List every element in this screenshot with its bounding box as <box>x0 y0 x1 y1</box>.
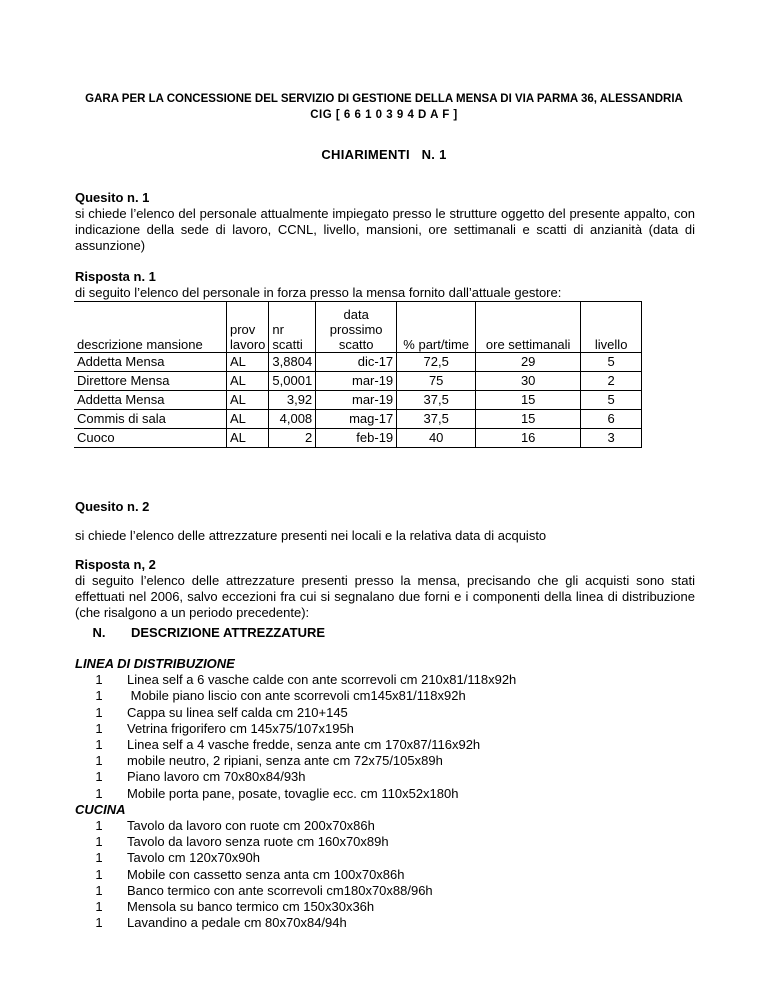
cell-data: mar-19 <box>316 372 397 391</box>
equipment-list <box>75 656 516 931</box>
header-part: % part/time <box>397 302 476 353</box>
cell-prov: AL <box>227 391 269 410</box>
cell-part: 40 <box>397 429 476 448</box>
list-item <box>75 834 516 850</box>
list-item <box>75 899 516 915</box>
answer-2-text: di seguito l’elenco delle attrezzature presenti presso la mensa, precisando che gli acquisti sono stati effettuati nel 2006, salvo eccezioni fra cui si segnalano due forni e i componenti della linea di distribuzione (che risalgono a un periodo precedente): <box>75 573 695 620</box>
item-quantity: 1 <box>95 769 103 785</box>
list-item <box>75 818 516 834</box>
cell-data: feb-19 <box>316 429 397 448</box>
header-mansione: descrizione mansione <box>74 302 227 353</box>
cell-livello: 5 <box>581 391 642 410</box>
item-quantity: 1 <box>95 850 103 866</box>
cell-mansione: Addetta Mensa <box>74 391 227 410</box>
header-ore: ore settimanali <box>476 302 581 353</box>
item-quantity: 1 <box>95 672 103 688</box>
item-description: mobile neutro, 2 ripiani, senza ante cm 72x75/105x89h <box>127 753 443 769</box>
cell-scatti: 3,92 <box>269 391 316 410</box>
cell-scatti: 2 <box>269 429 316 448</box>
cell-prov: AL <box>227 372 269 391</box>
section-heading: LINEA DI DISTRIBUZIONE <box>75 656 235 671</box>
item-description: Mensola su banco termico cm 150x30x36h <box>127 899 375 915</box>
equipment-header <box>75 625 325 641</box>
list-item <box>75 753 516 769</box>
table-row <box>74 372 642 391</box>
item-description: Tavolo da lavoro con ruote cm 200x70x86h <box>127 818 375 834</box>
cell-mansione: Cuoco <box>74 429 227 448</box>
question-1-title: Quesito n. 1 <box>75 190 150 205</box>
cell-scatti: 5,0001 <box>269 372 316 391</box>
list-item <box>75 737 516 753</box>
item-description: Mobile porta pane, posate, tovaglie ecc. cm 110x52x180h <box>127 785 459 801</box>
header-prov: prov lavoro <box>227 302 269 353</box>
document-subtitle: CHIARIMENTI N. 1 <box>321 147 447 162</box>
table-row <box>74 353 642 372</box>
item-description: Mobile con cassetto senza anta cm 100x70x86h <box>127 866 405 882</box>
section-heading: CUCINA <box>75 801 126 817</box>
cell-ore: 16 <box>476 429 581 448</box>
cell-data: mag-17 <box>316 410 397 429</box>
cell-mansione: Direttore Mensa <box>74 372 227 391</box>
cell-scatti: 4,008 <box>269 410 316 429</box>
cell-part: 72,5 <box>397 353 476 372</box>
header-scatti: nr scatti <box>269 302 316 353</box>
cell-data: mar-19 <box>316 391 397 410</box>
header-livello: livello <box>581 302 642 353</box>
cell-scatti: 3,8804 <box>269 353 316 372</box>
cell-prov: AL <box>227 410 269 429</box>
item-description: Linea self a 4 vasche fredde, senza ante cm 170x87/116x92h <box>127 737 481 753</box>
cell-prov: AL <box>227 429 269 448</box>
list-item <box>75 672 516 688</box>
table-header-row <box>74 302 642 353</box>
cell-mansione: Addetta Mensa <box>74 353 227 372</box>
item-quantity: 1 <box>95 915 103 931</box>
list-item <box>75 721 516 737</box>
answer-2-title: Risposta n, 2 <box>75 557 156 572</box>
header-data: data prossimo scatto <box>316 302 397 353</box>
item-quantity: 1 <box>95 834 103 850</box>
item-quantity: 1 <box>95 737 103 753</box>
list-item <box>75 688 516 704</box>
item-description: Tavolo da lavoro senza ruote cm 160x70x89h <box>127 834 389 850</box>
cell-livello: 2 <box>581 372 642 391</box>
item-description: Piano lavoro cm 70x80x84/93h <box>127 769 306 785</box>
list-item <box>75 850 516 866</box>
item-quantity: 1 <box>95 720 103 736</box>
cell-prov: AL <box>227 353 269 372</box>
list-item <box>75 883 516 899</box>
item-description: Mobile piano liscio con ante scorrevoli cm145x81/118x92h <box>127 688 466 704</box>
item-quantity: 1 <box>95 688 103 704</box>
cell-ore: 15 <box>476 410 581 429</box>
item-quantity: 1 <box>95 899 103 915</box>
item-description: Lavandino a pedale cm 80x70x84/94h <box>127 915 347 931</box>
item-quantity: 1 <box>95 818 103 834</box>
question-1-text: si chiede l’elenco del personale attualmente impiegato presso le strutture oggetto del presente appalto, con indicazione della sede di lavoro, CCNL, livello, mansioni, ore settimanali e scatti di anzianità (data di assunzione) <box>75 206 695 253</box>
item-description: Linea self a 6 vasche calde con ante scorrevoli cm 210x81/118x92h <box>127 672 517 688</box>
cell-ore: 29 <box>476 353 581 372</box>
question-2-title: Quesito n. 2 <box>75 499 150 514</box>
cell-livello: 3 <box>581 429 642 448</box>
cell-ore: 15 <box>476 391 581 410</box>
question-2-text: si chiede l’elenco delle attrezzature presenti nei locali e la relativa data di acquisto <box>75 528 547 543</box>
cell-data: dic-17 <box>316 353 397 372</box>
item-description: Cappa su linea self calda cm 210+145 <box>127 704 348 720</box>
answer-1-text: di seguito l’elenco del personale in forza presso la mensa fornito dall’attuale gestore: <box>75 285 562 300</box>
table-row <box>74 429 642 448</box>
item-quantity: 1 <box>95 785 103 801</box>
list-item <box>75 915 516 931</box>
answer-1-title: Risposta n. 1 <box>75 269 156 284</box>
equipment-header-number: N. <box>92 625 106 640</box>
cell-part: 37,5 <box>397 391 476 410</box>
cell-part: 37,5 <box>397 410 476 429</box>
cell-ore: 30 <box>476 372 581 391</box>
cell-livello: 5 <box>581 353 642 372</box>
cell-part: 75 <box>397 372 476 391</box>
staff-table <box>74 301 642 448</box>
cell-livello: 6 <box>581 410 642 429</box>
item-quantity: 1 <box>95 704 103 720</box>
list-item <box>75 786 516 802</box>
item-description: Tavolo cm 120x70x90h <box>127 850 260 866</box>
item-description: Vetrina frigorifero cm 145x75/107x195h <box>127 720 354 736</box>
list-item <box>75 867 516 883</box>
item-quantity: 1 <box>95 753 103 769</box>
item-description: Banco termico con ante scorrevoli cm180x70x88/96h <box>127 882 433 898</box>
item-quantity: 1 <box>95 882 103 898</box>
table-row <box>74 410 642 429</box>
cig-code: CIG [ 6 6 1 0 3 9 4 D A F ] <box>310 109 458 121</box>
table-row <box>74 391 642 410</box>
document-title: GARA PER LA CONCESSIONE DEL SERVIZIO DI GESTIONE DELLA MENSA DI VIA PARMA 36, ALESSANDRIA <box>85 93 683 105</box>
item-quantity: 1 <box>95 866 103 882</box>
cell-mansione: Commis di sala <box>74 410 227 429</box>
list-item <box>75 769 516 785</box>
equipment-header-description: DESCRIZIONE ATTREZZATURE <box>131 625 326 640</box>
list-item <box>75 705 516 721</box>
